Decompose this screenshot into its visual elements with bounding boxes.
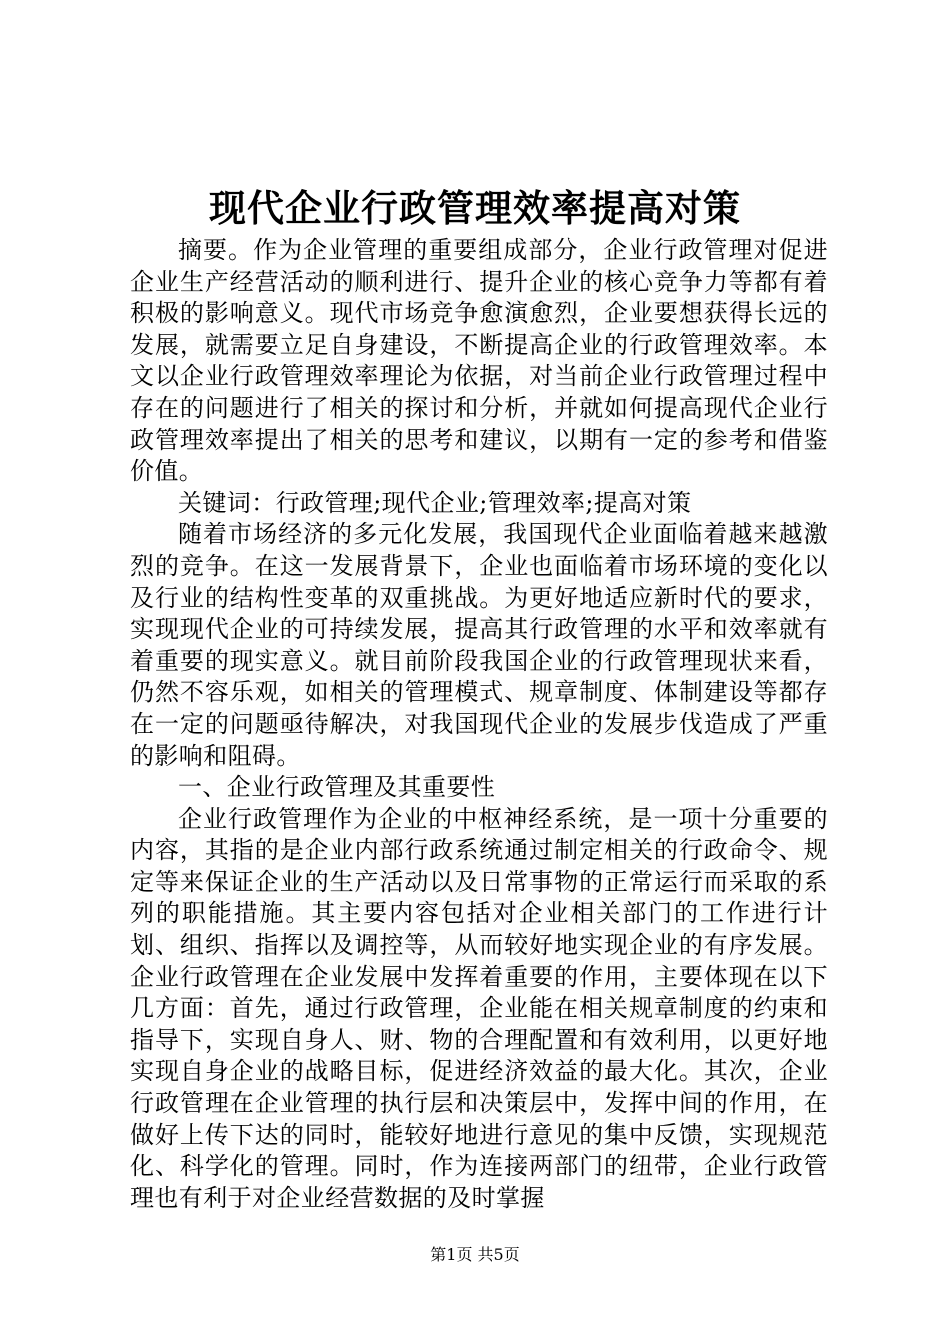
section-heading: 一、企业行政管理及其重要性 [178, 773, 496, 802]
keywords-paragraph: 关键词：行政管理;现代企业;管理效率;提高对策 [178, 488, 692, 517]
page-number-footer: 第1页 共5页 [430, 1245, 520, 1264]
introduction-paragraph: 随着市场经济的多元化发展，我国现代企业面临着越来越激烈的竞争。在这一发展背景下，企业也面临着市场环境的变化以及行业的结构性变革的双重挑战。为更好地适应新时代的要求，实现现代企业的可持续发展，提高其行政管理的水平和效率就有着重要的现实意义。就目前阶段我国企业的行政管理现状来看，仍然不容乐观，如相关的管理模式、规章制度、体制建设等都存在一定的问题亟待解决，对我国现代企业的发展步伐造成了严重的影响和阻碍。 [130, 520, 828, 770]
abstract-paragraph: 摘要。作为企业管理的重要组成部分，企业行政管理对促进企业生产经营活动的顺利进行、提升企业的核心竞争力等都有着积极的影响意义。现代市场竞争愈演愈烈，企业要想获得长远的发展，就需要立足自身建设，不断提高企业的行政管理效率。本文以企业行政管理效率理论为依据，对当前企业行政管理过程中存在的问题进行了相关的探讨和分析，并就如何提高现代企业行政管理效率提出了相关的思考和建议，以期有一定的参考和借鉴价值。 [130, 236, 828, 486]
document-title: 现代企业行政管理效率提高对策 [209, 186, 741, 230]
document-body [130, 235, 828, 1214]
section-paragraph: 企业行政管理作为企业的中枢神经系统，是一项十分重要的内容，其指的是企业内部行政系统通过制定相关的行政命令、规定等来保证企业的生产活动以及日常事物的正常运行而采取的系列的职能措施。其主要内容包括对企业相关部门的工作进行计划、组织、指挥以及调控等，从而较好地实现企业的有序发展。企业行政管理在企业发展中发挥着重要的作用，主要体现在以下几方面：首先，通过行政管理，企业能在相关规章制度的约束和指导下，实现自身人、财、物的合理配置和有效利用，以更好地实现自身企业的战略目标，促进经济效益的最大化。其次，企业行政管理在企业管理的执行层和决策层中，发挥中间的作用，在做好上传下达的同时，能较好地进行意见的集中反馈，实现规范化、科学化的管理。同时，作为连接两部门的纽带，企业行政管理也有利于对企业经营数据的及时掌握 [130, 804, 828, 1212]
